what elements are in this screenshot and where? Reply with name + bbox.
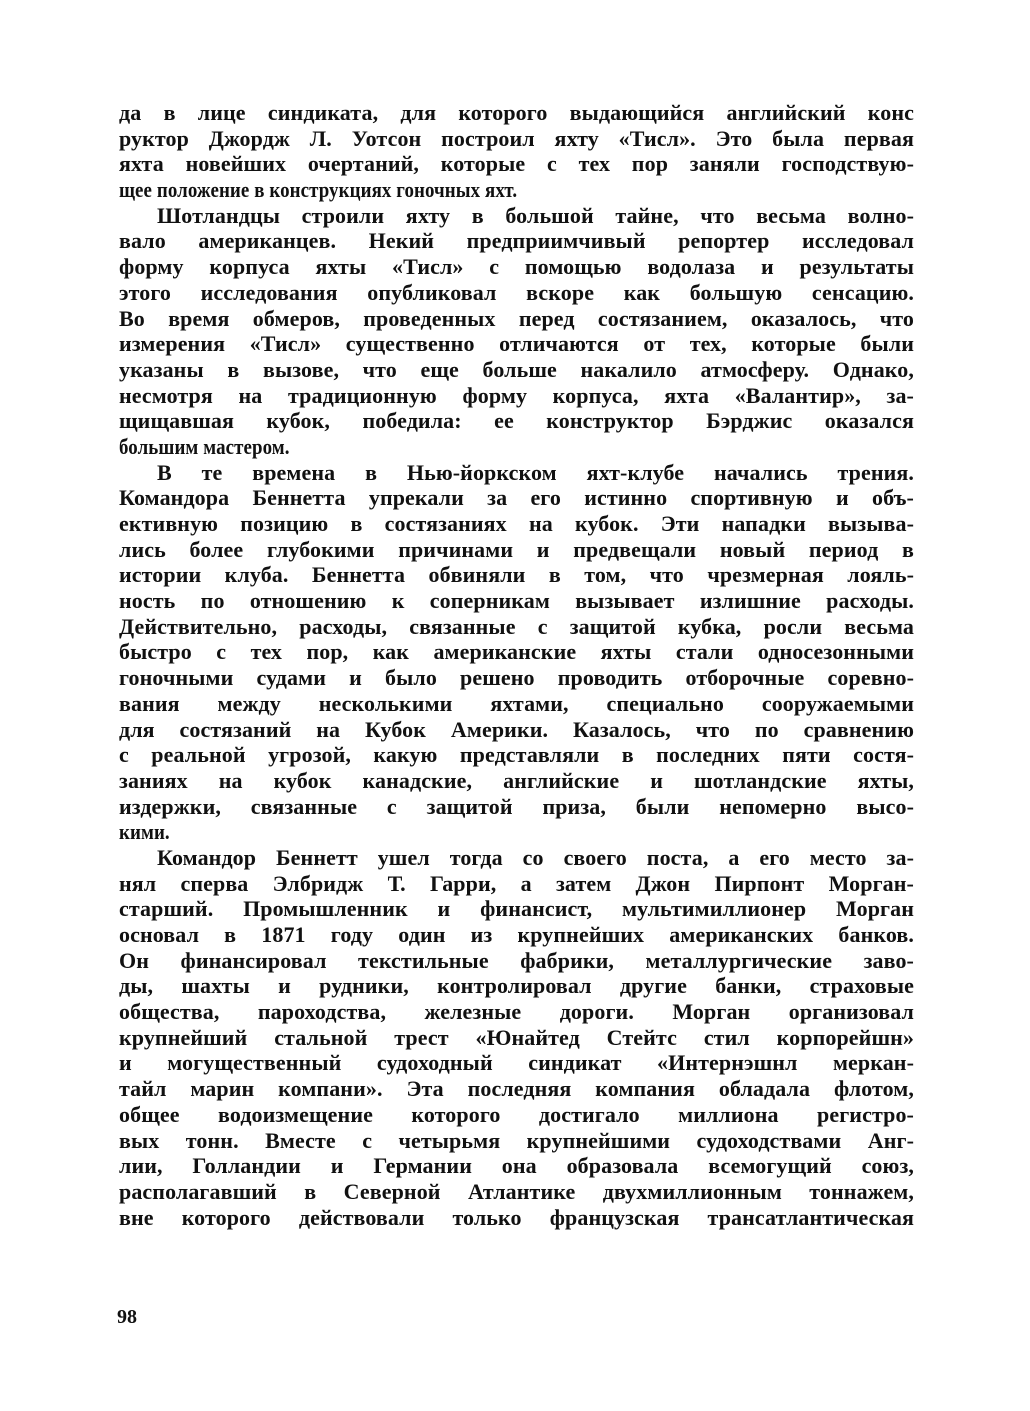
text-line: и могущественный судоходный синдикат «Интернэшнл меркан-: [119, 1050, 914, 1076]
text-line: да в лице синдиката, для которого выдающийся английский конс: [119, 100, 914, 125]
text-line: Действительно, расходы, связанные с защитой кубка, росли весьма: [119, 613, 914, 639]
text-line: тайл марин компани». Эта последняя компания обладала флотом,: [119, 1076, 914, 1102]
text-line: общества, пароходства, железные дороги. Морган организовал: [119, 999, 914, 1025]
text-line: форму корпуса яхты «Тисл» с помощью водолаза и результаты: [119, 254, 914, 280]
paragraph: [119, 460, 914, 845]
text-line: ды, шахты и рудники, контролировал другие банки, страховые: [119, 973, 914, 999]
text-line: большим мастером.: [119, 433, 290, 459]
text-line: основал в 1871 году один из крупнейших американских банков.: [119, 922, 914, 947]
page-number: 98: [117, 1306, 137, 1328]
text-line: нял сперва Элбридж Т. Гарри, а затем Джон Пирпонт Морган-: [119, 870, 914, 896]
text-line: вало американцев. Некий предприимчивый репортер исследовал: [119, 228, 914, 254]
text-line: вания между несколькими яхтами, специально сооружаемыми: [119, 690, 914, 716]
text-line: Он финансировал текстильные фабрики, металлургические заво-: [119, 947, 914, 973]
paragraph: [119, 100, 914, 203]
text-line: ективную позицию в состязаниях на кубок. Эти нападки вызыва-: [119, 511, 914, 536]
text-line: гоночными судами и было решено проводить отборочные соревно-: [119, 665, 914, 691]
paragraph: [119, 845, 914, 1230]
text-line: истории клуба. Беннетта обвиняли в том, что чрезмерная лояль-: [119, 562, 914, 588]
text-line: вне которого действовали только французская трансатлантическая: [119, 1204, 914, 1230]
text-line: ность по отношению к соперникам вызывает излишние расходы.: [119, 588, 914, 614]
text-line: крупнейший стальной трест «Юнайтед Стейтс стил корпорейшн»: [119, 1024, 914, 1050]
text-line: для состязаний на Кубок Америки. Казалось, что по сравнению: [119, 716, 914, 742]
text-line: руктор Джордж Л. Уотсон построил яхту «Тисл». Это была первая: [119, 125, 914, 151]
text-line: быстро с тех пор, как американские яхты стали односезонными: [119, 639, 914, 665]
text-line: издержки, связанные с защитой приза, были непомерно высо-: [119, 793, 914, 819]
text-line: яхта новейших очертаний, которые с тех пор заняли господствую-: [119, 151, 914, 177]
text-line: общее водоизмещение которого достигало миллиона регистро-: [119, 1101, 914, 1127]
text-line: лии, Голландии и Германии она образовала всемогущий союз,: [119, 1153, 914, 1179]
text-line: щищавшая кубок, победила: ее конструктор Бэрджис оказался: [119, 408, 914, 434]
text-line: Во время обмеров, проведенных перед состязанием, оказалось, что: [119, 305, 914, 331]
text-line: располагавший в Северной Атлантике двухмиллионным тоннажем,: [119, 1178, 914, 1204]
text-line: щее положение в конструкциях гоночных яхт.: [119, 177, 518, 203]
text-line: этого исследования опубликовал вскоре как большую сенсацию.: [119, 279, 914, 305]
text-line: несмотря на традиционную форму корпуса, яхта «Валантир», за-: [119, 382, 914, 408]
text-line: Шотландцы строили яхту в большой тайне, что весьма волно-: [157, 202, 914, 228]
text-line: заниях на кубок канадские, английские и шотландские яхты,: [119, 767, 914, 793]
text-line: лись более глубокими причинами и предвещали новый период в: [119, 536, 914, 562]
book-page-body: [119, 100, 914, 1230]
text-line: кими.: [119, 819, 170, 845]
text-line: Командора Беннетта упрекали за его истинно спортивную и объ-: [119, 485, 914, 511]
text-line: Командор Беннетт ушел тогда со своего поста, а его место за-: [157, 844, 914, 870]
text-line: вых тонн. Вместе с четырьмя крупнейшими судоходствами Анг-: [119, 1127, 914, 1153]
paragraph: [119, 203, 914, 460]
text-line: старший. Промышленник и финансист, мультимиллионер Морган: [119, 896, 914, 922]
text-line: с реальной угрозой, какую представляли в последних пяти состя-: [119, 742, 914, 768]
text-line: В те времена в Нью-йоркском яхт-клубе начались трения.: [157, 459, 914, 485]
text-line: измерения «Тисл» существенно отличаются от тех, которые были: [119, 331, 914, 357]
text-line: указаны в вызове, что еще больше накалило атмосферу. Однако,: [119, 356, 914, 382]
